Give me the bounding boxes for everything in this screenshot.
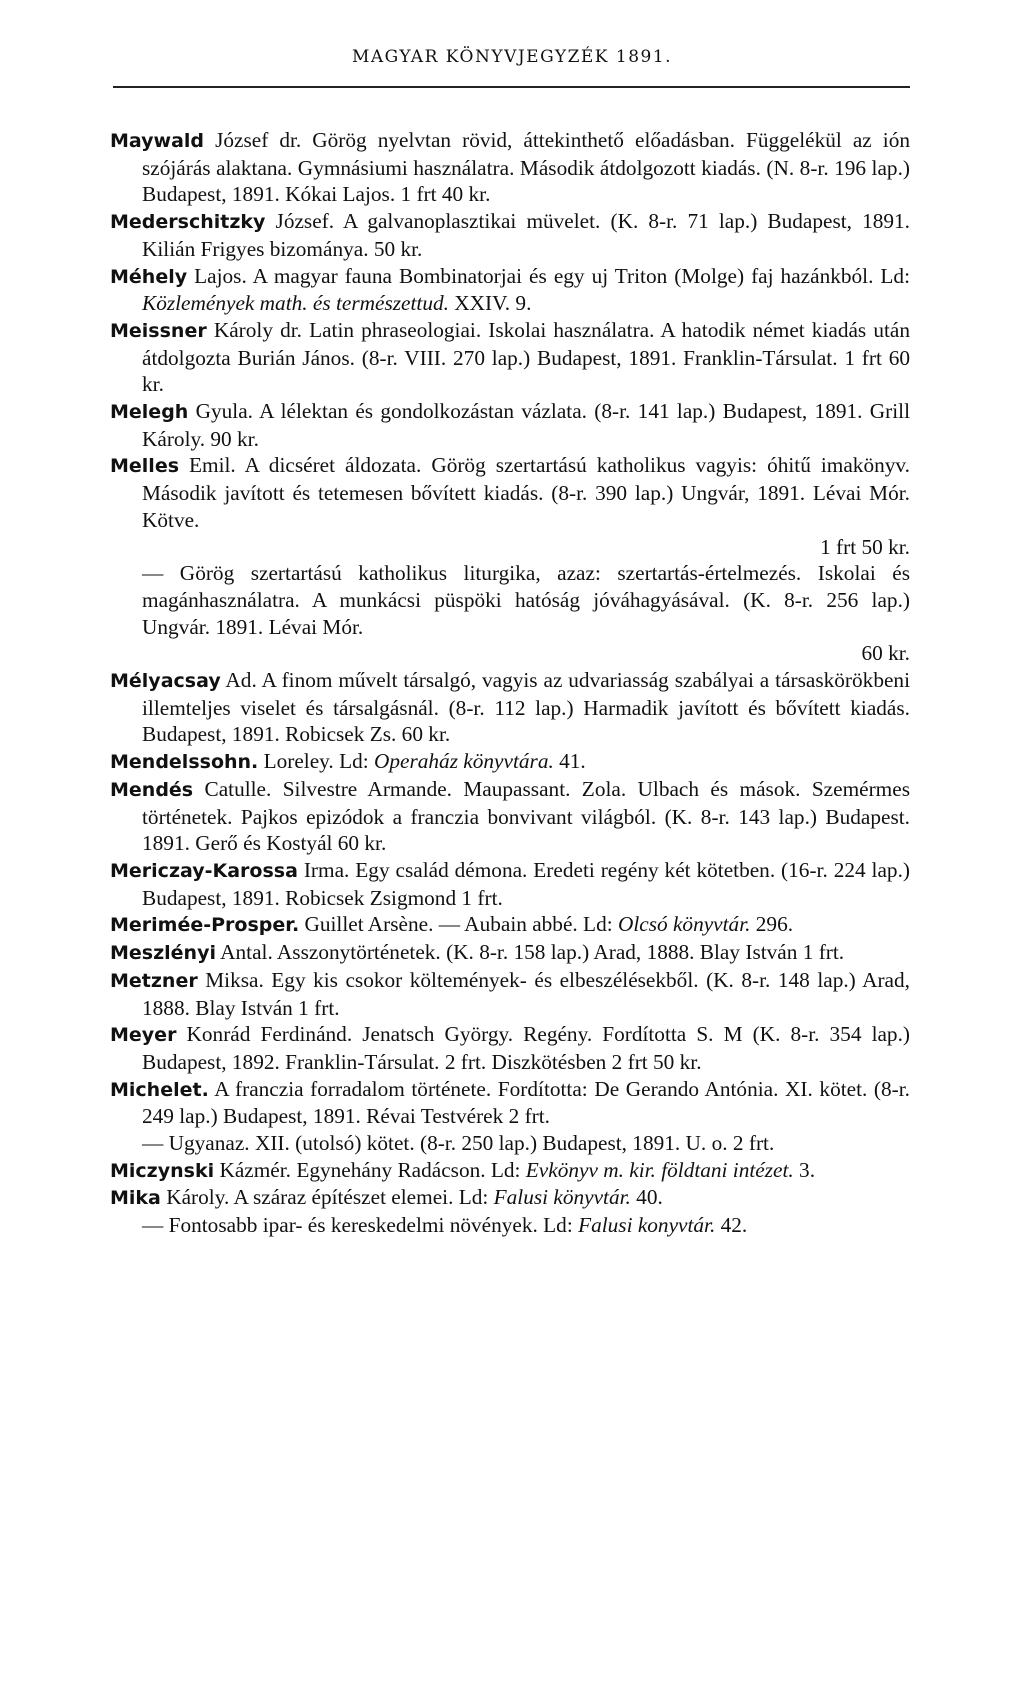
entry-reference: Evkönyv m. kir. földtani intézet. <box>525 1157 794 1182</box>
page-header: MAGYAR KÖNYVJEGYZÉK 1891. <box>351 47 673 67</box>
list-item <box>110 967 910 1021</box>
entry-reference: Közlemények math. és természettud. <box>142 291 449 316</box>
entry-text: — Ugyanaz. XII. (utolsó) kötet. (8-r. 250 lap.) Budapest, 1891. U. o. 2 frt. <box>142 1131 775 1156</box>
entry-author: Mendés <box>110 778 194 801</box>
entry-text: Károly dr. Latin phraseologiai. Iskolai használatra. A hatodik német kiadás után átdolgozta Burián János. (8-r. VIII. 270 lap.) Budapest, 1891. Franklin-Társulat. 1 frt 60 kr. <box>142 317 910 397</box>
list-item <box>110 1184 910 1212</box>
entry-text: Károly. A száraz építészet elemei. Ld: <box>160 1185 494 1210</box>
entry-reference-number: 296. <box>750 912 794 937</box>
entry-reference-number: 3. <box>793 1157 816 1182</box>
list-item <box>110 939 910 967</box>
list-item <box>110 857 910 911</box>
entry-reference-number: 40. <box>630 1185 663 1210</box>
entry-text: Guillet Arsène. — Aubain abbé. Ld: <box>299 912 618 937</box>
entry-reference: Operaház könyvtára. <box>373 749 554 774</box>
list-item <box>110 317 910 398</box>
entry-text: József. A galvanoplasztikai müvelet. (K. 8-r. 71 lap.) Budapest, 1891. Kilián Frigyes bizománya. 50 kr. <box>142 209 910 261</box>
list-item <box>110 776 910 857</box>
entry-text: Emil. A dicséret áldozata. Görög szertartású katholikus vagyis: óhitű imakönyv. Második javított és tetemesen bővített kiadás. (8-r. 390 lap.) Ungvár, 1891. Lévai Mór. Kötve. <box>142 453 910 532</box>
entry-text: József dr. Görög nyelvtan rövid, áttekinthető előadásban. Függelékül az ión szójárás alaktana. Gymnásiumi használatra. Második átdolgozott kiadás. (N. 8-r. 196 lap.) Budapest, 1891. Kókai Lajos. 1 frt 40 kr. <box>142 128 910 207</box>
entry-text: Konrád Ferdinánd. Jenatsch György. Regény. Fordította S. M (K. 8-r. 354 lap.) Budapest, 1892. Franklin-Társulat. 2 frt. Diszkötésben 2 frt 50 kr. <box>142 1022 910 1074</box>
entry-text: Antal. Asszonytörténetek. (K. 8-r. 158 lap.) Arad, 1888. Blay István 1 frt. <box>215 940 845 965</box>
entry-price: 60 kr. <box>861 641 910 666</box>
entry-text: Ad. A finom művelt társalgó, vagyis az udvariasság szabályai a társaskörökbeni illemteljes viselet és társalgásnál. (8-r. 112 lap.) Harmadik javított és bővített kiadás. Budapest, 1891. Robicsek Zs. 60 kr. <box>142 668 910 747</box>
entry-price: 1 frt 50 kr. <box>820 534 910 559</box>
entry-author: Maywald <box>110 130 205 152</box>
entry-author: Merimée-Prosper. <box>110 914 300 937</box>
list-item <box>110 1130 910 1157</box>
list-item <box>110 560 910 667</box>
entry-author: Meyer <box>110 1024 177 1047</box>
list-item <box>110 667 910 748</box>
entry-author: Miczynski <box>110 1159 215 1182</box>
entry-text: Gyula. A lélektan és gondolkozástan vázlata. (8-r. 141 lap.) Budapest, 1891. Grill Károly. 90 kr. <box>142 399 910 451</box>
entry-author: Mélyacsay <box>110 670 221 693</box>
entry-reference: Olcsó könyvtár. <box>617 912 751 937</box>
entry-reference: Falusi konyvtár. <box>578 1213 716 1238</box>
list-item <box>110 1021 910 1075</box>
entry-text: Loreley. Ld: <box>258 749 374 774</box>
list-item <box>110 127 910 208</box>
entry-author: Meissner <box>110 319 207 342</box>
list-item <box>110 748 910 776</box>
entry-reference: Falusi könyvtár. <box>493 1185 631 1210</box>
list-item <box>110 1157 910 1185</box>
entry-author: Mericzay-Karossa <box>110 859 298 882</box>
entry-reference-number: 41. <box>553 749 586 774</box>
entry-author: Mika <box>110 1187 161 1210</box>
header-rule <box>113 86 910 88</box>
list-item <box>110 398 910 452</box>
entry-text: Catulle. Silvestre Armande. Maupassant. Zola. Ulbach és mások. Szemérmes történetek. Pajkos epizódok a franczia bonvivant világból. (K. 8-r. 143 lap.) Budapest. 1891. Gerő és Kostyál 60 kr. <box>142 776 910 856</box>
entry-author: Méhely <box>110 265 188 288</box>
entry-text: — Fontosabb ipar- és kereskedelmi növények. Ld: <box>142 1213 579 1238</box>
entry-text: Miksa. Egy kis csokor költemények- és elbeszélésekből. (K. 8-r. 148 lap.) Arad, 1888. Blay István 1 frt. <box>142 967 910 1020</box>
entry-text: Lajos. A magyar fauna Bombinatorjai és egy uj Triton (Molge) faj hazánkból. Ld: <box>187 263 910 288</box>
entry-author: Mendelssohn. <box>110 751 259 774</box>
list-item <box>110 911 910 939</box>
entry-text: — Görög szertartású katholikus liturgika, azaz: szertartás-értelmezés. Iskolai és magánhasználatra. A munkácsi püspöki hatóság jóváhagyásával. (K. 8-r. 256 lap.) Ungvár. 1891. Lévai Mór. <box>142 561 910 639</box>
list-item <box>110 1076 910 1130</box>
entry-text: A franczia forradalom története. Fordította: De Gerando Antónia. XI. kötet. (8-r. 249 lap.) Budapest, 1891. Révai Testvérek 2 frt. <box>142 1076 910 1129</box>
list-item <box>110 1212 910 1239</box>
entry-reference-number: XXIV. 9. <box>448 291 532 316</box>
entry-author: Meszlényi <box>110 942 216 965</box>
list-item <box>110 263 910 317</box>
entry-list <box>110 127 910 1239</box>
entry-reference-number: 42. <box>715 1213 748 1238</box>
entry-author: Melegh <box>110 401 189 424</box>
entry-author: Metzner <box>110 969 198 992</box>
list-item <box>110 208 910 262</box>
entry-author: Michelet. <box>110 1078 209 1101</box>
entry-author: Melles <box>110 455 180 478</box>
entry-author: Mederschitzky <box>110 211 266 234</box>
list-item <box>110 452 910 560</box>
entry-text: Irma. Egy család démona. Eredeti regény két kötetben. (16-r. 224 lap.) Budapest, 1891. Robicsek Zsigmond 1 frt. <box>142 857 910 910</box>
entry-text: Kázmér. Egynehány Radácson. Ld: <box>214 1157 526 1182</box>
